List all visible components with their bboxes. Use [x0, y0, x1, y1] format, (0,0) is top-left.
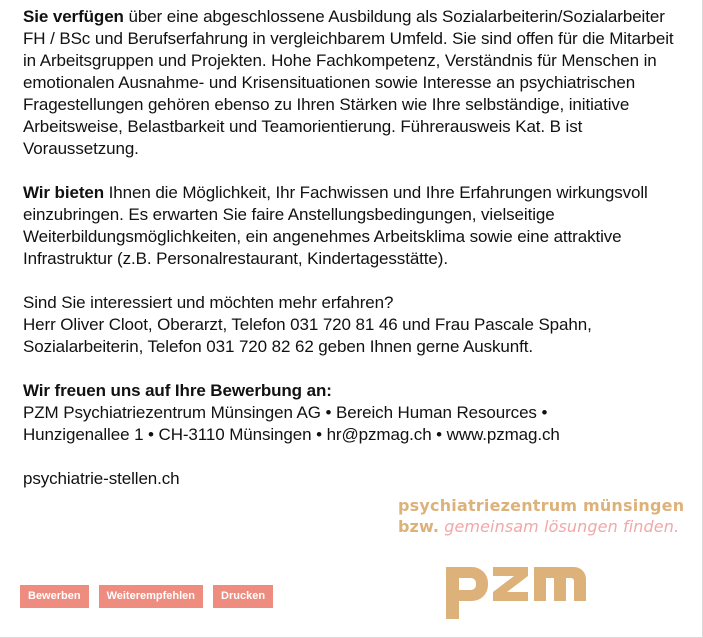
- profile-text: über eine abgeschlossene Ausbildung als Sozialarbeiterin/Sozialarbeiter FH / BSc und Berufserfahrung in vergleichbarem Umfeld. Sie sind offen für die Mitarbeit in Arbeitsgruppen und Projekten. Hohe Fachkompetenz, Verständnis für Menschen in emotionalen Ausnahme- und Krisensituationen sowie Interesse an psychiatrischen Fragestellungen gehören ebenso zu Ihren Stärken wie Ihre selbständige, initiative Arbeitsweise, Belastbarkeit und Teamorientierung. Führerausweis Kat. B ist Voraussetzung.: [23, 7, 674, 158]
- contact-persons: Herr Oliver Cloot, Oberarzt, Telefon 031 720 81 46 und Frau Pascale Spahn, Sozialarbeiterin, Telefon 031 720 82 62 geben Ihnen gerne Auskunft.: [23, 315, 592, 356]
- apply-button[interactable]: Bewerben: [20, 585, 89, 608]
- job-ad-body: [23, 6, 678, 490]
- site-link-text: psychiatrie-stellen.ch: [23, 469, 180, 488]
- application-heading: Wir freuen uns auf Ihre Bewerbung an:: [23, 381, 332, 400]
- logo-slogan: gemeinsam lösungen finden.: [444, 517, 680, 536]
- application-paragraph: [23, 380, 678, 446]
- pzm-logo-mark-icon: [446, 559, 586, 619]
- application-address-line1: PZM Psychiatriezentrum Münsingen AG • Bereich Human Resources •: [23, 403, 548, 422]
- footer-site: [23, 468, 678, 490]
- contact-question: Sind Sie interessiert und möchten mehr erfahren?: [23, 293, 394, 312]
- logo-tagline: [398, 517, 679, 536]
- profile-lead: Sie verfügen: [23, 7, 124, 26]
- action-bar: [20, 585, 273, 608]
- offer-lead: Wir bieten: [23, 183, 105, 202]
- contact-paragraph: [23, 292, 678, 358]
- offer-text: Ihnen die Möglichkeit, Ihr Fachwissen und Ihre Erfahrungen wirkungsvoll einzubringen. Es erwarten Sie faire Anstellungsbedingungen, vielseitige Weiterbildungsmöglichkeiten, ein angenehmes Arbeitsklima sowie eine attraktive Infrastruktur (z.B. Personalrestaurant, Kindertagesstätte).: [23, 183, 648, 268]
- pzm-logo: [398, 496, 693, 626]
- offer-paragraph: [23, 182, 678, 270]
- logo-name: psychiatriezentrum münsingen: [398, 496, 685, 515]
- application-address-line2: Hunzigenallee 1 • CH-3110 Münsingen • hr@pzmag.ch • www.pzmag.ch: [23, 425, 560, 444]
- print-button[interactable]: Drucken: [213, 585, 273, 608]
- recommend-button[interactable]: Weiterempfehlen: [99, 585, 203, 608]
- logo-bzw: bzw.: [398, 517, 440, 536]
- profile-paragraph: [23, 6, 678, 160]
